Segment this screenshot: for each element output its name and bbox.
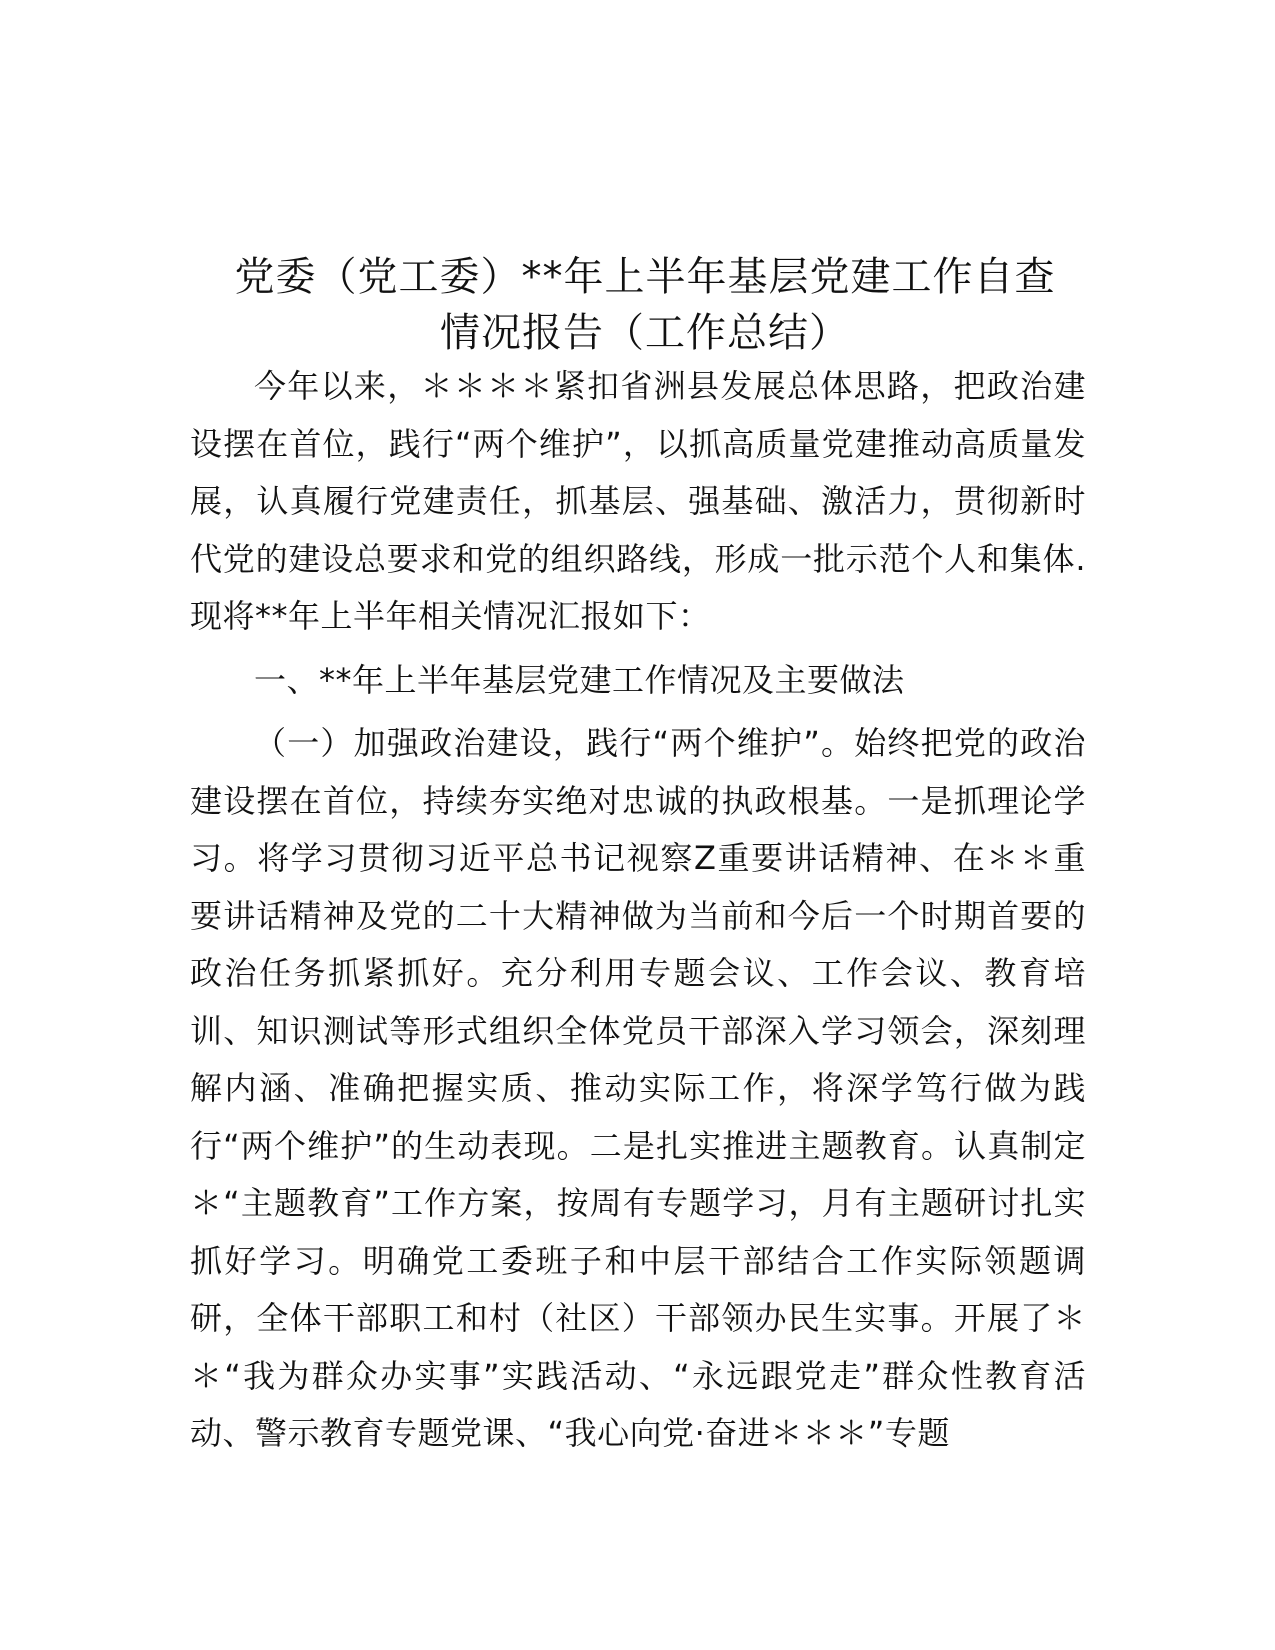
title-line-1: 党委（党工委）**年上半年基层党建工作自查 — [234, 253, 1056, 300]
title-line-2: 情况报告（工作总结） — [440, 309, 850, 356]
document-body — [190, 358, 1086, 1463]
section-heading: 一、**年上半年基层党建工作情况及主要做法 — [254, 660, 905, 699]
body-paragraph: （一）加强政治建设，践行“两个维护”。始终把党的政治建设摆在首位，持续夯实绝对忠诚的执政根基。一是抓理论学习。将学习贯彻习近平总书记视察Z重要讲话精神、在＊＊重要讲话精神及党的二十大精神做为当前和今后一个时期首要的政治任务抓紧抓好。充分利用专题会议、工作会议、教育培训、知识测试等形式组织全体党员干部深入学习领会，深刻理解内涵、准确把握实质、推动实际工作，将深学笃行做为践行“两个维护”的生动表现。二是扎实推进主题教育。认真制定＊“主题教育”工作方案，按周有专题学习，月有主题研讨扎实抓好学习。明确党工委班子和中层干部结合工作实际领题调研，全体干部职工和村（社区）干部领办民生实事。开展了＊＊“我为群众办实事”实践活动、“永远跟党走”群众性教育活动、警示教育专题党课、“我心向党·奋进＊＊＊”专题 — [190, 724, 1086, 1452]
intro-paragraph: 今年以来，＊＊＊＊紧扣省洲县发展总体思路，把政治建设摆在首位，践行“两个维护”，以抓高质量党建推动高质量发展，认真履行党建责任，抓基层、强基础、激活力，贯彻新时代党的建设总要求和党的组织路线，形成一批示范个人和集体.现将**年上半年相关情况汇报如下： — [190, 367, 1086, 635]
document-title — [185, 249, 1105, 361]
